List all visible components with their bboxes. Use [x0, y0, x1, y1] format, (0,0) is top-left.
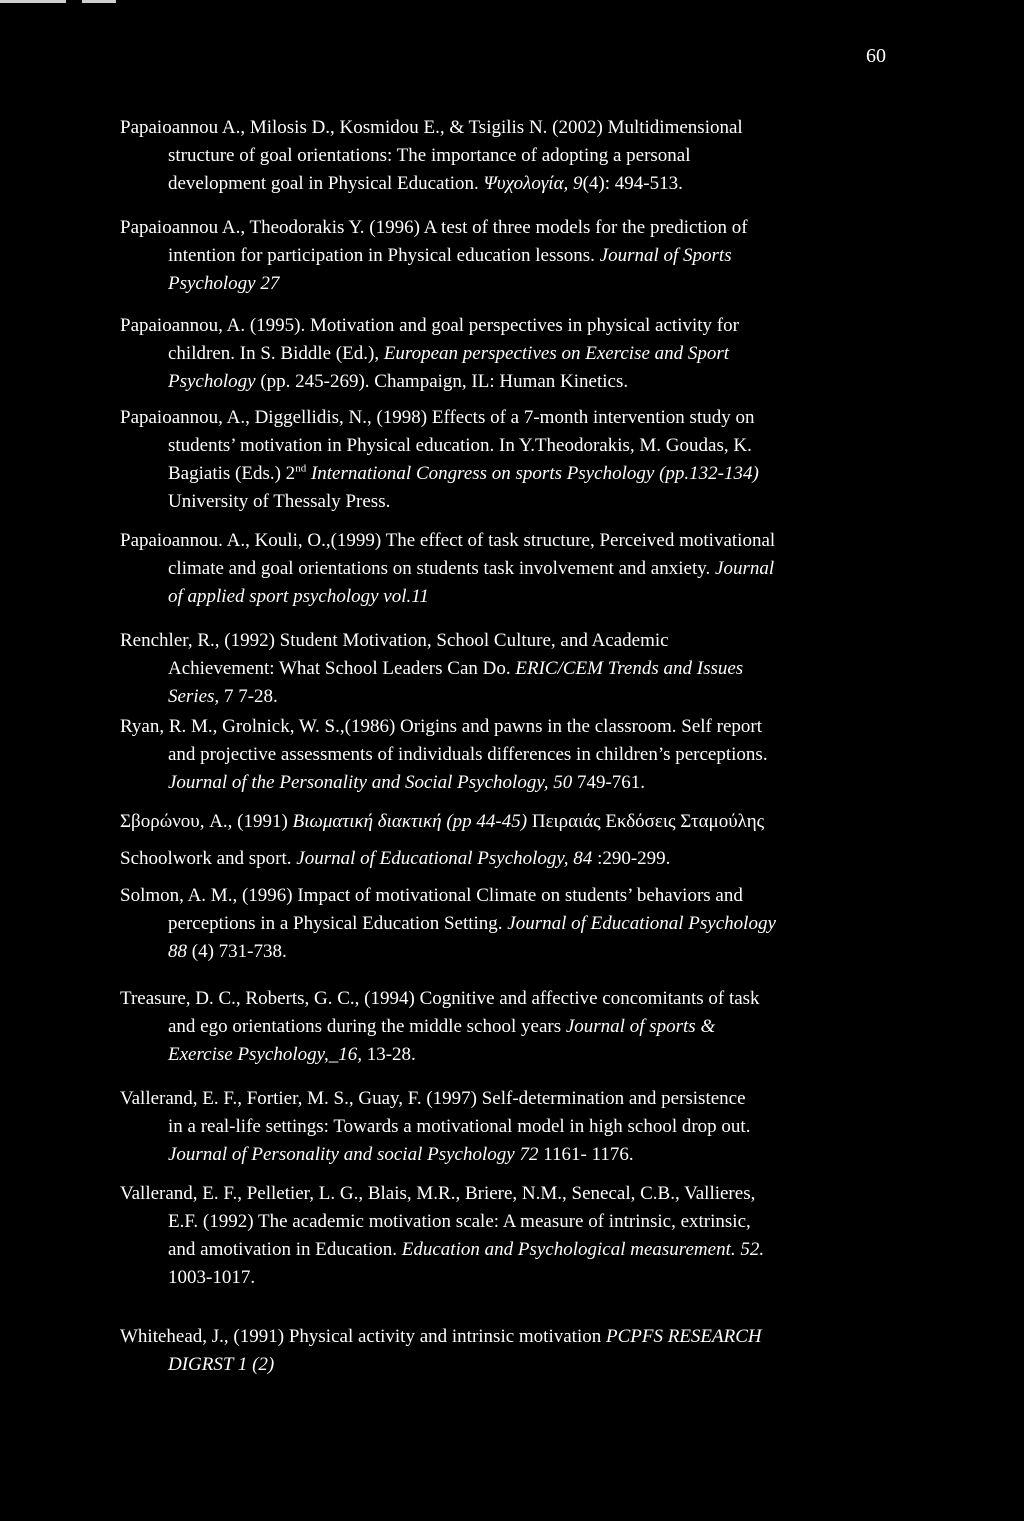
- reference-text: (pp. 245-269). Champaign, IL: Human Kinetics.: [255, 371, 629, 392]
- reference-entry: [120, 1085, 910, 1169]
- reference-text: and ego orientations during the middle school years: [168, 1016, 566, 1037]
- reference-entry: [120, 1323, 910, 1379]
- reference-entry: [120, 312, 910, 396]
- reference-line: [120, 142, 910, 170]
- reference-entry: [120, 114, 910, 198]
- reference-entry: [120, 1180, 910, 1292]
- reference-text: structure of goal orientations: The importance of adopting a personal: [168, 145, 691, 166]
- reference-line: [120, 214, 910, 242]
- reference-line: [120, 404, 910, 432]
- reference-text: students’ motivation in Physical education. In Y.Theodorakis, M. Goudas, K.: [168, 435, 752, 456]
- reference-text: Vallerand, E. F., Pelletier, L. G., Blais, M.R., Briere, N.M., Senecal, C.B., Vallieres,: [120, 1183, 756, 1204]
- italic-text: Journal of Educational Psychology: [507, 913, 776, 934]
- reference-line: [120, 808, 910, 836]
- italic-text: Journal of Sports: [599, 245, 732, 266]
- reference-line: [120, 1351, 910, 1379]
- reference-text: Papaioannou, A. (1995). Motivation and goal perspectives in physical activity for: [120, 315, 739, 336]
- reference-text: Vallerand, E. F., Fortier, M. S., Guay, F. (1997) Self-determination and persistence: [120, 1088, 746, 1109]
- reference-line: [120, 1085, 910, 1113]
- italic-text: Series,: [168, 686, 220, 707]
- italic-text: Journal: [715, 558, 775, 579]
- reference-entry: [120, 404, 910, 516]
- italic-text: Education and Psychological measurement. 52.: [401, 1239, 765, 1260]
- italic-text: PCPFS RESEARCH: [605, 1326, 762, 1347]
- scan-edge-mark: [0, 0, 66, 3]
- reference-line: [120, 368, 910, 396]
- reference-entry: [120, 527, 910, 611]
- reference-line: [120, 488, 910, 516]
- italic-text: ERIC/CEM Trends and Issues: [515, 658, 744, 679]
- reference-line: [120, 1236, 910, 1264]
- reference-line: [120, 1264, 910, 1292]
- reference-text: in a real-life settings: Towards a motivational model in high school drop out.: [168, 1116, 751, 1137]
- reference-text: Σβορώνου, A., (1991): [120, 811, 293, 832]
- reference-text: and projective assessments of individuals differences in children’s perceptions.: [168, 744, 768, 765]
- reference-line: [120, 741, 910, 769]
- reference-text: Renchler, R., (1992) Student Motivation, School Culture, and Academic: [120, 630, 669, 651]
- reference-line: [120, 527, 910, 555]
- reference-text: climate and goal orientations on students task involvement and anxiety.: [168, 558, 716, 579]
- reference-text: Papaioannou A., Milosis D., Kosmidou E., & Tsigilis N. (2002) Multidimensional: [120, 117, 743, 138]
- italic-text: Journal of sports &: [565, 1016, 716, 1037]
- reference-text: Ryan, R. M., Grolnick, W. S.,(1986) Origins and pawns in the classroom. Self report: [120, 716, 763, 737]
- reference-line: [120, 312, 910, 340]
- reference-line: [120, 627, 910, 655]
- italic-text: Ψυχολογία, 9: [483, 173, 583, 194]
- reference-line: [120, 683, 910, 711]
- reference-line: [120, 555, 910, 583]
- reference-text: children. In S. Biddle (Ed.),: [168, 343, 384, 364]
- reference-text: E.F. (1992) The academic motivation scale: A measure of intrinsic, extrinsic,: [168, 1211, 751, 1232]
- reference-text: intention for participation in Physical education lessons.: [168, 245, 600, 266]
- reference-entry: [120, 845, 910, 873]
- reference-text: 749-761.: [572, 772, 646, 793]
- reference-line: [120, 1323, 910, 1351]
- scan-edge-mark: [82, 0, 116, 3]
- italic-text: of applied sport psychology vol.11: [168, 586, 429, 607]
- reference-line: [120, 713, 910, 741]
- reference-line: [120, 170, 910, 198]
- reference-text: Papaioannou A., Theodorakis Y. (1996) A test of three models for the prediction of: [120, 217, 748, 238]
- reference-text: 1161- 1176.: [538, 1144, 634, 1165]
- reference-text: Papaioannou. A., Kouli, O.,(1999) The effect of task structure, Perceived motivational: [120, 530, 776, 551]
- italic-text: Journal of the Personality and Social Psychology, 50: [168, 772, 573, 793]
- reference-text: and amotivation in Education.: [168, 1239, 402, 1260]
- reference-line: [120, 1013, 910, 1041]
- reference-text: University of Thessaly Press.: [168, 491, 391, 512]
- reference-entry: [120, 713, 910, 797]
- reference-text: 13-28.: [361, 1044, 416, 1065]
- reference-line: [120, 460, 910, 488]
- reference-line: [120, 1041, 910, 1069]
- reference-text: :290-299.: [592, 848, 671, 869]
- reference-text: Πειραιάς Εκδόσεις Σταμούλης: [527, 811, 765, 832]
- reference-line: [120, 583, 910, 611]
- reference-line: [120, 340, 910, 368]
- reference-line: [120, 1208, 910, 1236]
- italic-text: International Congress on sports Psychology (pp.132-134): [306, 463, 759, 484]
- reference-text: Bagiatis (Eds.) 2: [168, 463, 296, 484]
- reference-line: [120, 769, 910, 797]
- reference-text: (4): 494-513.: [582, 173, 683, 194]
- reference-line: [120, 845, 910, 873]
- italic-text: Journal of Educational Psychology, 84: [296, 848, 593, 869]
- reference-line: [120, 910, 910, 938]
- reference-line: [120, 985, 910, 1013]
- reference-entry: [120, 627, 910, 711]
- reference-text: perceptions in a Physical Education Setting.: [168, 913, 508, 934]
- reference-line: [120, 938, 910, 966]
- reference-text: development goal in Physical Education.: [168, 173, 484, 194]
- italic-text: 88: [168, 941, 187, 962]
- reference-text: Whitehead, J., (1991) Physical activity and intrinsic motivation: [120, 1326, 606, 1347]
- reference-text: Achievement: What School Leaders Can Do.: [168, 658, 516, 679]
- reference-line: [120, 1141, 910, 1169]
- page-number: 60: [866, 45, 886, 67]
- reference-text: Schoolwork and sport.: [120, 848, 297, 869]
- reference-line: [120, 882, 910, 910]
- reference-text: Treasure, D. C., Roberts, G. C., (1994) Cognitive and affective concomitants of task: [120, 988, 760, 1009]
- italic-text: Psychology: [168, 371, 256, 392]
- reference-text: Papaioannou, A., Diggellidis, N., (1998) Effects of a 7-month intervention study on: [120, 407, 755, 428]
- reference-entry: [120, 808, 910, 836]
- reference-entry: [120, 214, 910, 298]
- reference-line: [120, 432, 910, 460]
- reference-line: [120, 114, 910, 142]
- reference-line: [120, 270, 910, 298]
- reference-text: 1003-1017.: [168, 1267, 256, 1288]
- reference-line: [120, 1180, 910, 1208]
- reference-entry: [120, 882, 910, 966]
- italic-text: DIGRST 1 (2): [168, 1354, 275, 1375]
- scan-edge-marks: [0, 0, 1024, 3]
- italic-text: Psychology 27: [168, 273, 280, 294]
- reference-text: 7 7-28.: [219, 686, 278, 707]
- reference-line: [120, 1113, 910, 1141]
- italic-text: Βιωματική διακτική (pp 44-45): [292, 811, 528, 832]
- reference-line: [120, 655, 910, 683]
- reference-line: [120, 242, 910, 270]
- superscript-text: nd: [295, 462, 307, 475]
- italic-text: Journal of Personality and social Psychology 72: [168, 1144, 539, 1165]
- reference-text: (4) 731-738.: [187, 941, 287, 962]
- reference-text: Solmon, A. M., (1996) Impact of motivational Climate on students’ behaviors and: [120, 885, 743, 906]
- italic-text: European perspectives on Exercise and Sport: [383, 343, 730, 364]
- italic-text: Exercise Psychology,_16,: [168, 1044, 362, 1065]
- reference-entry: [120, 985, 910, 1069]
